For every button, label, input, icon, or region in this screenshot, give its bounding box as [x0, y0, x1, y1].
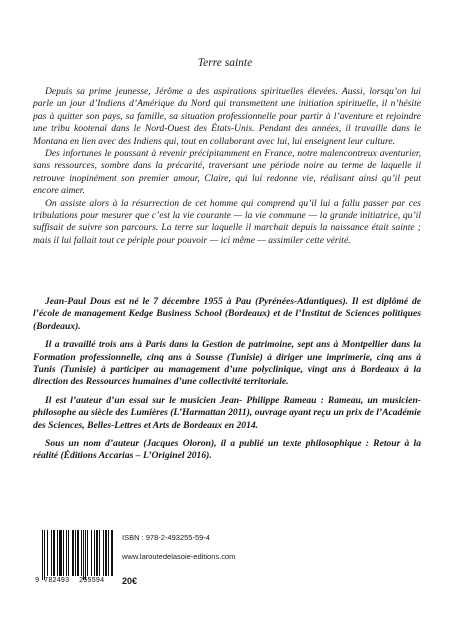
- barcode-digits-right: 255594: [79, 577, 105, 585]
- bio-paragraph: Sous un nom d’auteur (Jacques Oloron), il a publié un texte philosophique : Retour à la réalité (Éditions Accarias – L’Originel 2016).: [33, 438, 421, 462]
- barcode-bar: [81, 530, 82, 576]
- isbn: ISBN : 978-2-493255-59-4: [122, 533, 210, 542]
- barcode-bar: [63, 530, 64, 576]
- barcode-bar: [96, 530, 98, 576]
- bio-paragraph: Jean-Paul Dous est né le 7 décembre 1955 à Pau (Pyrénées-Atlantiques). Il est diplômé de l’école de management Kedge Business School (Bordeaux) et de l’Institut de Sciences politiques (Bordeaux).: [33, 296, 421, 332]
- barcode-bar: [91, 530, 92, 576]
- barcode-bar: [85, 530, 86, 580]
- barcode-bar: [105, 530, 107, 576]
- barcode-digits-left: 782493: [44, 577, 70, 585]
- barcode-digits: [35, 577, 113, 588]
- barcode-bar: [83, 530, 84, 580]
- bio-paragraph: Il a travaillé trois ans à Paris dans la Gestion de patrimoine, sept ans à Montpellier dans la Formation professionnelle, cinq ans à Sousse (Tunisie) à diriger une imprimerie, cinq ans à Tunis (Tunisie) à participer au management d’une polyclinique, vingt ans à Bordeaux à la direction des Ressources humaines d’une collectivité territoriale.: [33, 339, 421, 388]
- barcode-bar: [68, 530, 69, 576]
- synopsis-paragraph: Des infortunes le poussant à revenir précipitamment en France, notre malencontreux aventurier, sans ressources, sombre dans la précarité, traversant une période noire au terme de laquelle il retrouve inopinément son premier amour, Claire, qui lui redonne vie, réalisant ainsi qu’il peut encore aimer.: [33, 148, 421, 197]
- barcode-bar: [103, 530, 104, 576]
- price: 20€: [122, 576, 138, 586]
- barcode-bar: [87, 530, 88, 576]
- barcode-bar: [57, 530, 58, 576]
- barcode-bar: [94, 530, 95, 576]
- barcode-bar: [59, 530, 62, 576]
- barcode-bar: [51, 530, 52, 576]
- barcode-bar: [53, 530, 55, 576]
- synopsis-paragraph: Depuis sa prime jeunesse, Jérôme a des aspirations spirituelles élevées. Aussi, lorsqu’on lui parle un jour d’Indiens d’Amérique du Nord qui transmettent une initiation spirituelle, il n’hésite pas à quitter son pays, sa famille, sa situation professionnelle pour partir à l’aventure et rejoindre une tribu kootenaï dans le Nord-Ouest des États-Unis. Pendant des années, il travaille dans le Montana en lien avec des Indiens qui, tout en collaborant avec lui, lui enseignent leur culture.: [33, 86, 421, 147]
- barcode-bar: [44, 530, 45, 580]
- barcode-bar: [42, 530, 43, 580]
- barcode-bars: [35, 530, 113, 580]
- barcode-digit-first: 9: [35, 577, 40, 585]
- barcode-bar: [47, 530, 48, 576]
- barcode-bar: [99, 530, 100, 576]
- barcode-bar: [77, 530, 79, 576]
- bio-paragraph: Il est l’auteur d’un essai sur le musicien Jean- Philippe Rameau : Rameau, un musicien-philosophe au siècle des Lumières (L’Harmattan 2011), ouvrage ayant reçu un prix de l’Académie des Sciences, Belles-Lettres et Arts de Bordeaux en 2014.: [33, 394, 422, 431]
- publisher-website: www.laroutedelasoie-editions.com: [122, 552, 236, 561]
- synopsis-paragraph: On assiste alors à la résurrection de cet homme qui comprend qu’il lui a fallu passer par ces tribulations pour mesurer que c’est la vie courante — la vie commune — la grande initiatrice, qu’il suffisait de suivre son parcours. La terre sur laquelle il marchait depuis la naissance était sainte ; mais il lui fallait tout ce périple pour pouvoir — ici même — assimiler cette vérité.: [33, 197, 421, 246]
- book-title: Terre sainte: [197, 57, 253, 69]
- synopsis: [33, 86, 421, 247]
- barcode-bar: [66, 530, 67, 576]
- barcode-bar: [108, 530, 109, 576]
- barcode-bar: [72, 530, 74, 576]
- author-bio: [33, 296, 421, 469]
- barcode-bar: [111, 530, 113, 576]
- barcode: [35, 530, 113, 588]
- barcode-bar: [75, 530, 76, 576]
